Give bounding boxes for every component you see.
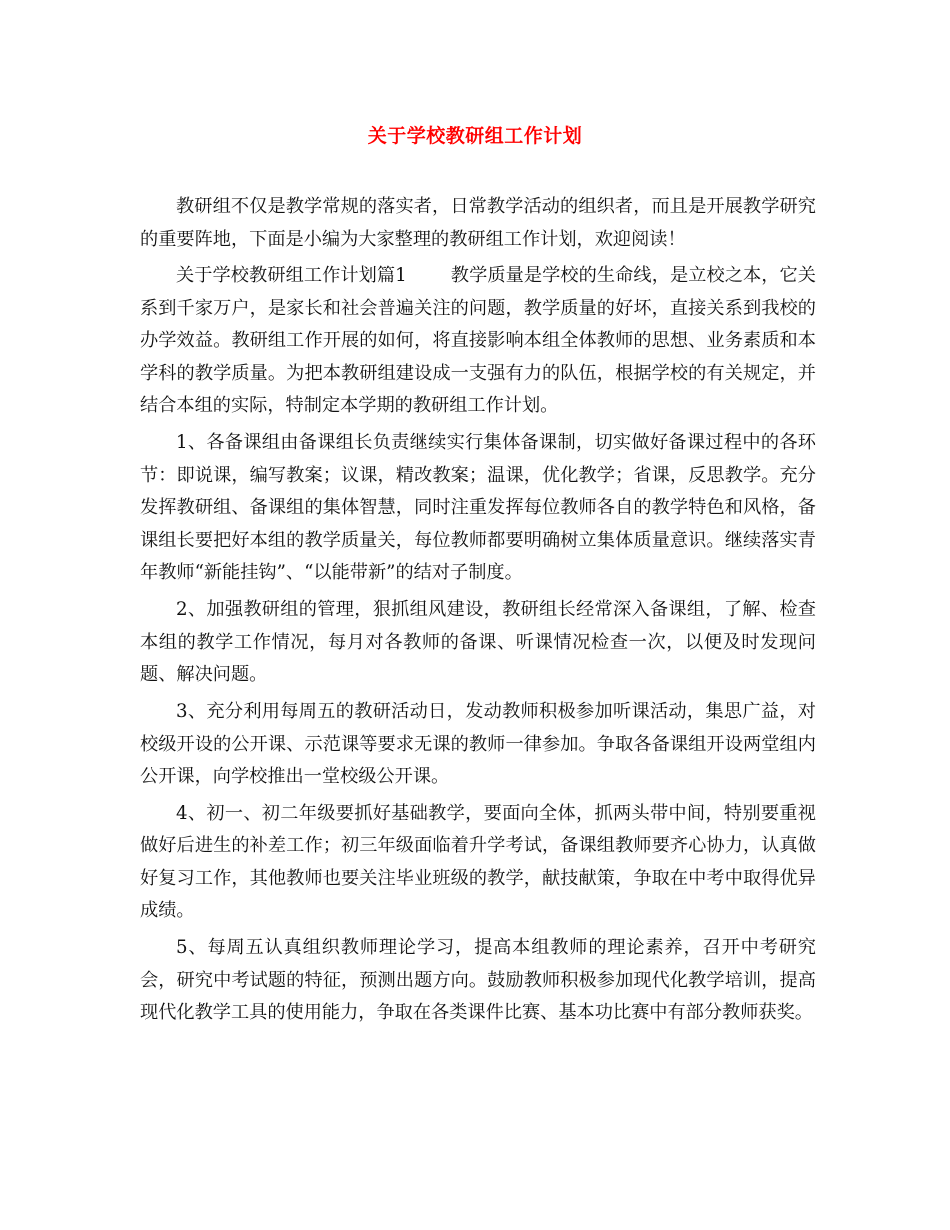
plan-item-4: 4、初一、初二年级要抓好基础教学，要面向全体，抓两头带中间，特别要重视做好后进生的补差工作；初三年级面临着升学考试，备课组教师要齐心协力，认真做好复习工作，其他教师也要关注毕业班级的教学，献技献策，争取在中考中取得优异成绩。: [140, 802, 816, 922]
plan-item-3: 3、充分利用每周五的教研活动日，发动教师积极参加听课活动，集思广益，对校级开设的公开课、示范课等要求无课的教师一律参加。争取各备课组开设两堂组内公开课，向学校推出一堂校级公开课。: [140, 701, 816, 788]
intro-paragraph: 教研组不仅是教学常规的落实者，日常教学活动的组织者，而且是开展教学研究的重要阵地，下面是小编为大家整理的教研组工作计划，欢迎阅读！: [140, 196, 816, 250]
document-title: 关于学校教研组工作计划: [367, 125, 583, 147]
section-lead: 教学质量是学校的生命线，是立校之本，它关系到千家万户，是家长和社会普遍关注的问题，教学质量的好坏，直接关系到我校的办学效益。教研组工作开展的如何，将直接影响本组全体教师的思想、业务素质和本学科的教学质量。为把本教研组建设成一支强有力的队伍，根据学校的有关规定，并结合本组的实际，特制定本学期的教研组工作计划。: [140, 265, 816, 417]
plan-item-5: 5、每周五认真组织教师理论学习，提高本组教师的理论素养，召开中考研究会，研究中考试题的特征，预测出题方向。鼓励教师积极参加现代化教学培训，提高现代化教学工具的使用能力，争取在各类课件比赛、基本功比赛中有部分教师获奖。: [140, 937, 816, 1024]
section-paragraph: [140, 260, 816, 423]
plan-item-1: 1、各备课组由备课组长负责继续实行集体备课制，切实做好备课过程中的各环节：即说课，编写教案；议课，精改教案；温课，优化教学；省课，反思教学。充分发挥教研组、备课组的集体智慧，同时注重发挥每位教师各自的教学特色和风格，备课组长要把好本组的教学质量关，每位教师都要明确树立集体质量意识。继续落实青年教师“新能挂钩”、“以能带新”的结对子制度。: [140, 432, 816, 584]
section-heading: 关于学校教研组工作计划篇1: [176, 265, 407, 287]
plan-item-2: 2、加强教研组的管理，狠抓组风建设，教研组长经常深入备课组，了解、检查本组的教学工作情况，每月对各教师的备课、听课情况检查一次，以便及时发现问题、解决问题。: [140, 599, 816, 686]
document-body: [140, 191, 816, 1034]
